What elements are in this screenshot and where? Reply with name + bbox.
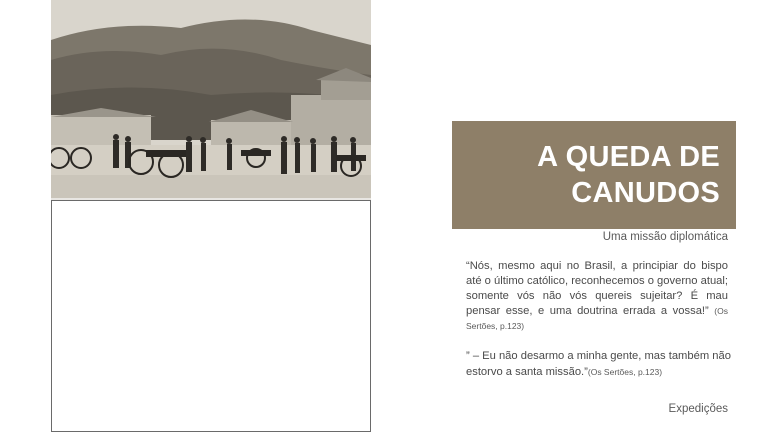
slide-subtitle: Uma missão diplomática <box>602 231 728 243</box>
slide-title <box>460 139 720 211</box>
footer-label: Expedições <box>668 403 728 415</box>
quote-2-citation: (Os Sertões, p.123) <box>587 367 663 377</box>
quote-1-text: “Nós, mesmo aqui no Brasil, a principiar do bispo até o último católico, reconhecemos o governo atual; somente vós não vós quereis sujeitar? É mau pensar esse, e uma doutrina errada a vossa!” <box>466 260 728 317</box>
quote-block-1 <box>466 259 728 334</box>
quote-block-2 <box>466 348 732 380</box>
slide-title-line-2: CANUDOS <box>571 177 720 209</box>
slide-title-line-1: A QUEDA DE <box>537 141 720 173</box>
title-box <box>452 121 736 229</box>
quote-1-citation: (Os Sertões, p.123) <box>466 306 728 331</box>
historic-photo-image <box>51 0 371 198</box>
quote-2-text: ” – Eu não desarmo a minha gente, mas também não estorvo a santa missão.” <box>466 350 731 378</box>
historic-photo <box>51 0 371 198</box>
empty-image-frame <box>51 200 371 432</box>
